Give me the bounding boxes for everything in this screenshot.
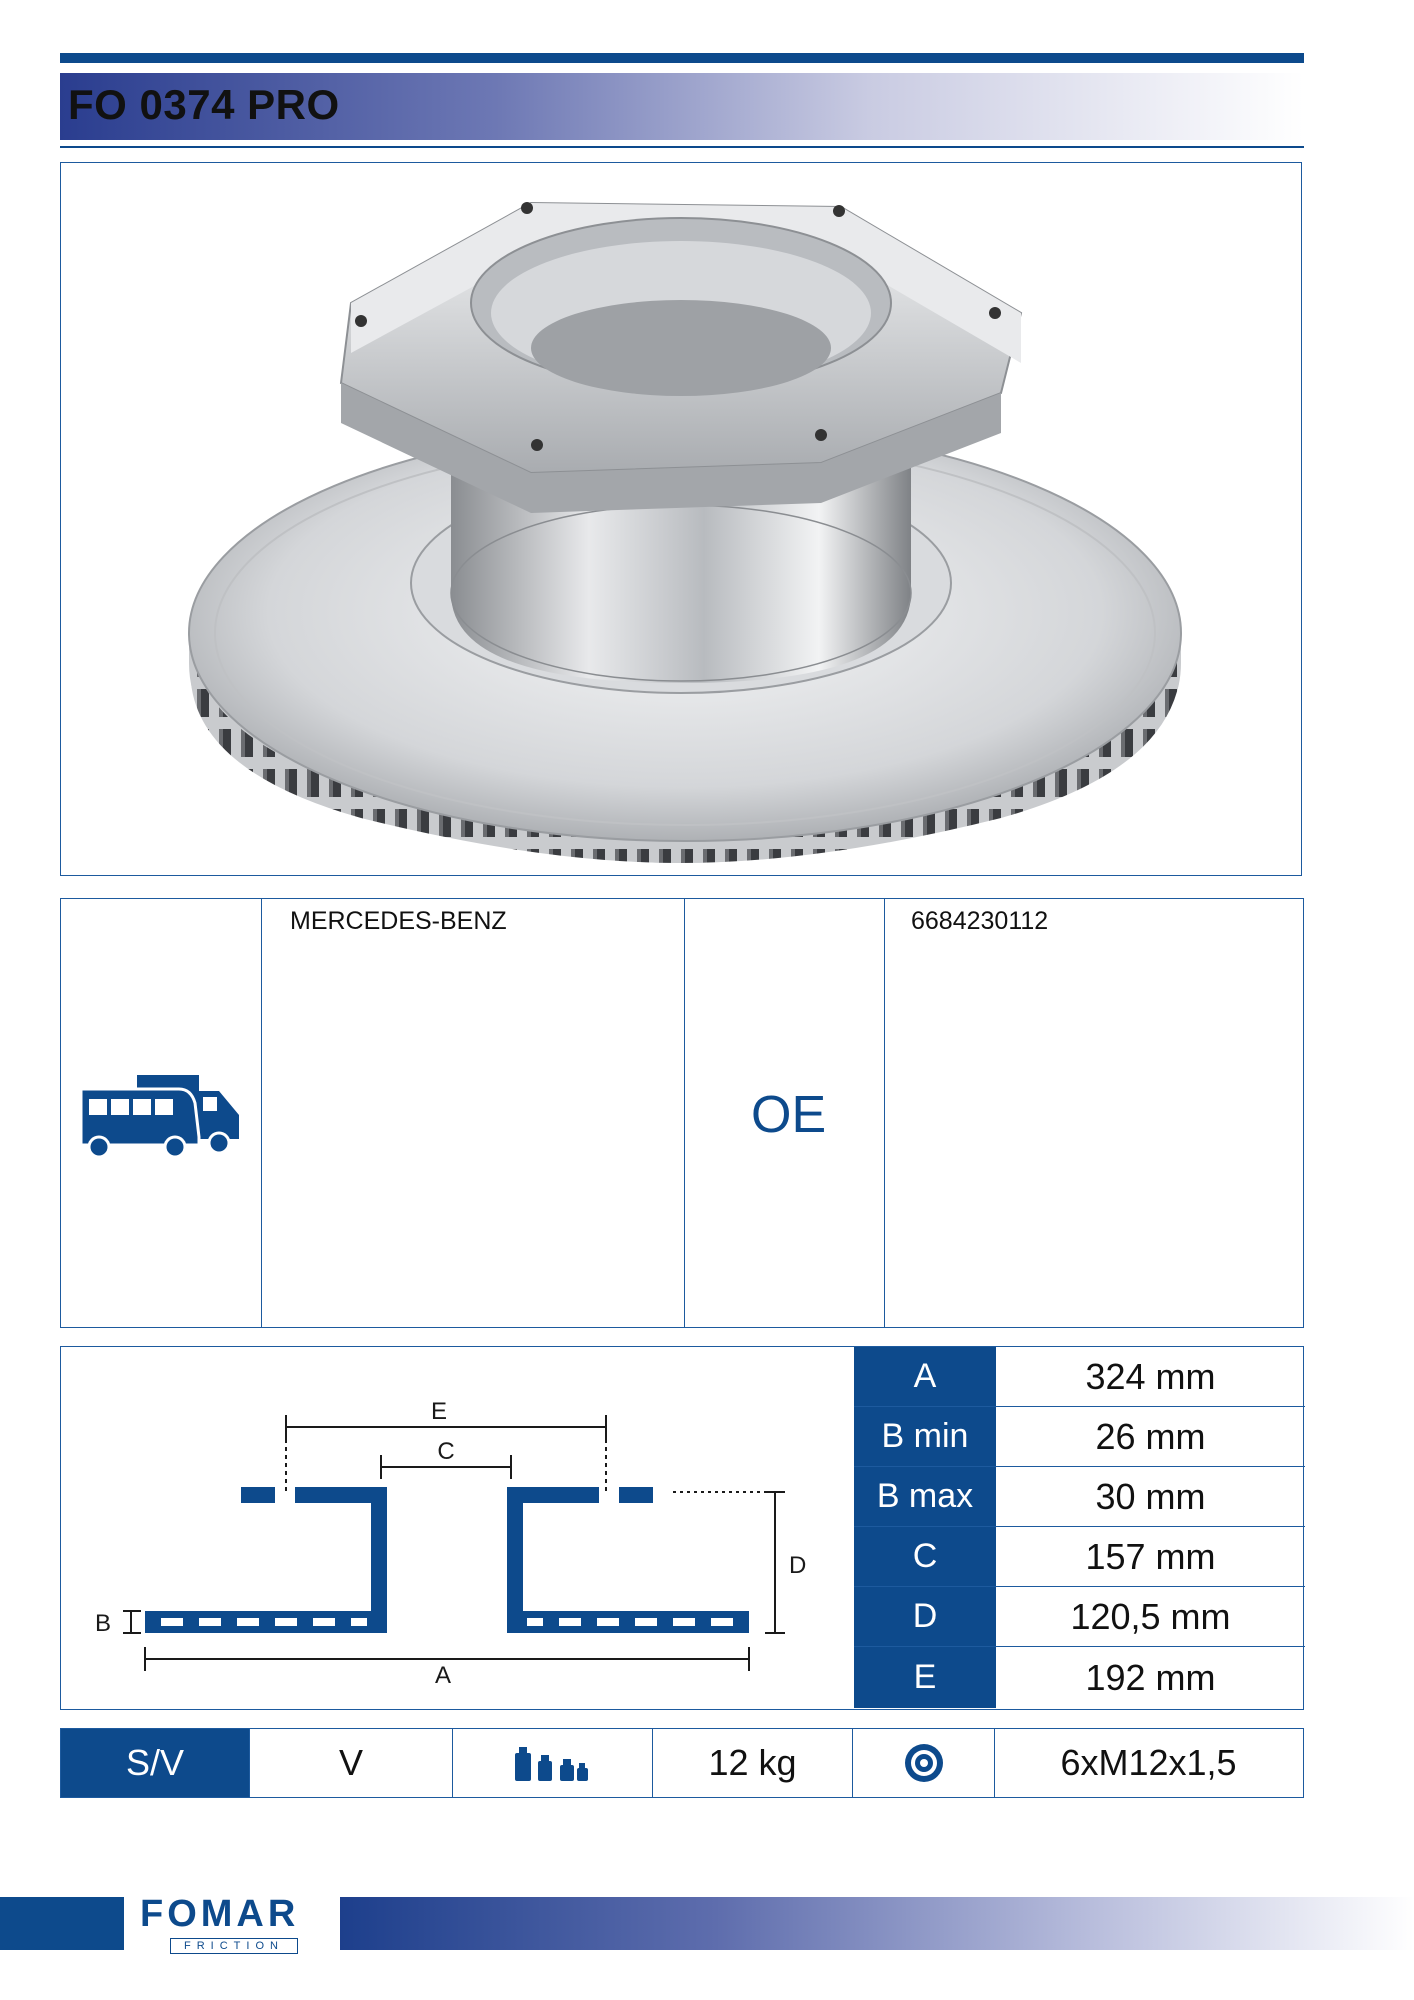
label-d: D [789, 1552, 807, 1579]
dimension-row [854, 1347, 1305, 1407]
bolt-hole-icon [852, 1729, 994, 1797]
dimension-label: B max [854, 1467, 996, 1526]
title-underline [60, 146, 1304, 148]
label-b: B [94, 1610, 111, 1637]
dimension-row [854, 1527, 1305, 1587]
brand-logo: FOMAR [140, 1893, 300, 1935]
dimension-row [854, 1467, 1305, 1527]
label-c: C [437, 1438, 455, 1465]
sv-value: V [249, 1729, 452, 1797]
title-band [60, 73, 1304, 140]
manufacturer-name: MERCEDES-BENZ [290, 907, 507, 935]
dimension-value: 120,5 mm [1070, 1595, 1231, 1637]
dimension-value: 30 mm [1095, 1475, 1206, 1517]
footer-left-bar [0, 1897, 124, 1950]
dimension-label: A [854, 1347, 996, 1406]
oe-number: 6684230112 [911, 907, 1049, 935]
dimension-value: 26 mm [1095, 1415, 1206, 1457]
dimension-row [854, 1587, 1305, 1647]
brand-subtitle: FRICTION [170, 1938, 298, 1954]
dimension-label: E [854, 1647, 996, 1708]
spec-row [60, 1728, 1304, 1798]
sv-label: S/V [61, 1729, 249, 1797]
application-table [60, 898, 1304, 1328]
bolt-value: 6xM12x1,5 [994, 1729, 1302, 1797]
dimension-label: B min [854, 1407, 996, 1466]
dimension-value: 324 mm [1085, 1355, 1216, 1397]
weight-value: 12 kg [652, 1729, 852, 1797]
dimension-value: 192 mm [1085, 1656, 1216, 1698]
dimension-row [854, 1407, 1305, 1467]
label-e: E [430, 1398, 448, 1425]
weights-icon [452, 1729, 652, 1797]
brake-disc-image [61, 163, 1301, 875]
dimension-value: 157 mm [1085, 1535, 1216, 1577]
bus-truck-icon [79, 1067, 241, 1159]
footer-gradient-band [340, 1897, 1414, 1950]
dimension-label: D [854, 1587, 996, 1646]
product-title: FO 0374 PRO [68, 81, 340, 128]
column-divider [684, 899, 685, 1327]
dimension-row [854, 1647, 1305, 1708]
oe-label: OE [751, 1086, 827, 1144]
header-top-rule [60, 53, 1304, 63]
dimensions-block [60, 1346, 1304, 1710]
column-divider [884, 899, 885, 1327]
product-photo-frame [60, 162, 1302, 876]
disc-cross-section-diagram [81, 1367, 821, 1697]
dimension-label: C [854, 1527, 996, 1586]
label-a: A [434, 1662, 452, 1689]
column-divider [261, 899, 262, 1327]
